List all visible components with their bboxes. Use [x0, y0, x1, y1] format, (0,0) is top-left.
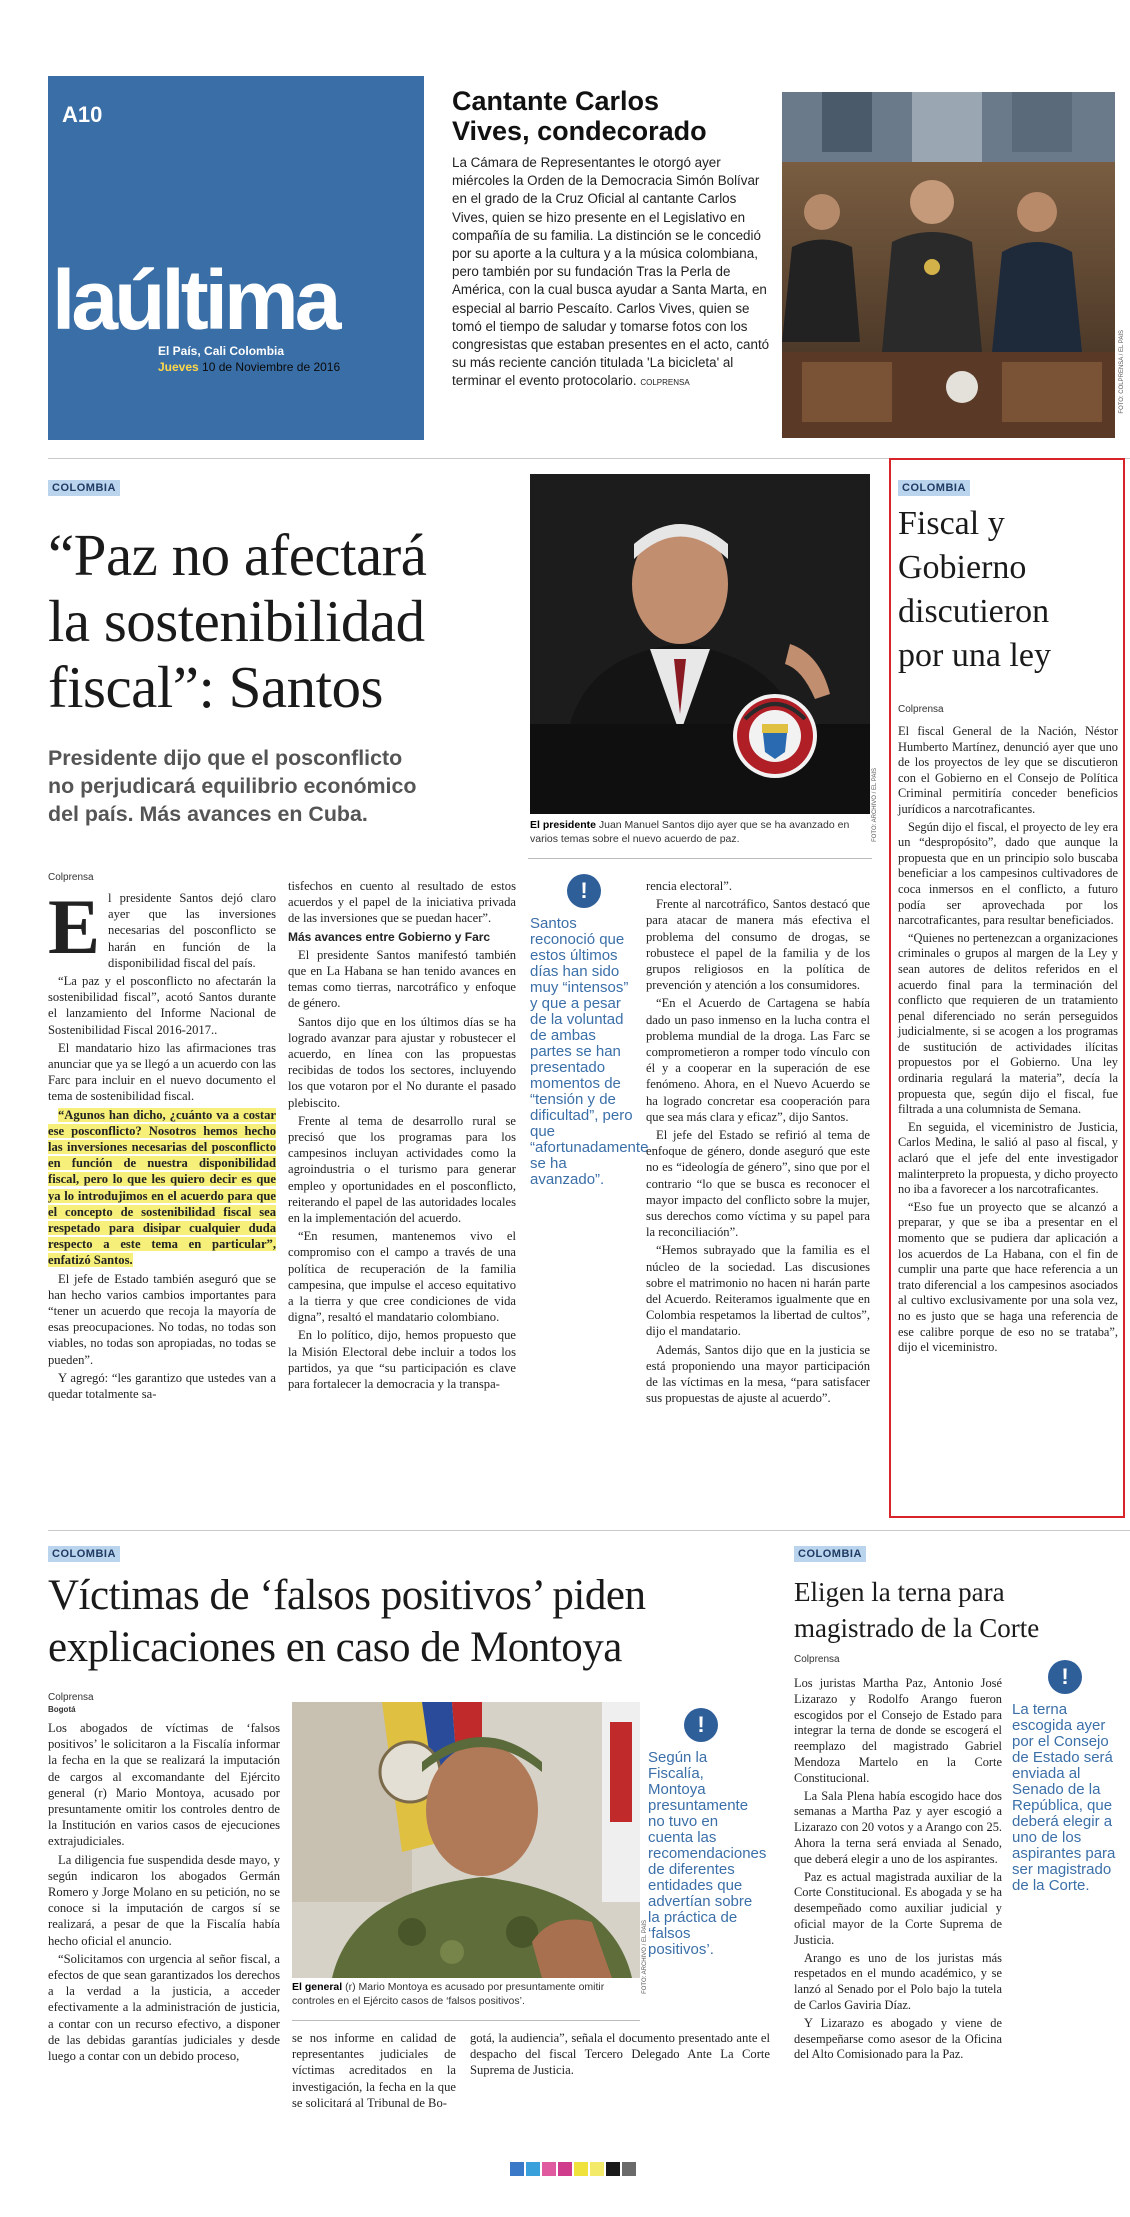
santos-kicker [48, 478, 120, 496]
montoya-caption-bold: El general [292, 1981, 343, 1993]
registration-color-bar [510, 2162, 636, 2176]
montoya-kicker [48, 1544, 120, 1562]
fiscal-p5: “Eso fue un proyecto que se alcanzó a preparar, y que se iba a presentar en el momento que se pudiera dar aplicación a los acuerdos de La Habana, con el fin de cumplir una parte que hace referencia a un trato diferencial a los campesinos asociados al cultivo exclusivamente por una sola vez, no es justo que se haga una referencia de ese calibre porque de eso no se trataba”, dijo el viceministro. [898, 1199, 1118, 1355]
terna-headline-line-1: Eligen la terna para [794, 1577, 1005, 1607]
registration-swatch [606, 2162, 620, 2176]
santos-col2-p1: tisfechos en cuento al resultado de estos acuerdos y el papel de la iniciativa privada de las inversiones que se puedan hacer”. [288, 879, 516, 926]
page-number: A10 [62, 102, 103, 127]
fiscal-p1: El fiscal General de la Nación, Néstor Humberto Martínez, denunció ayer que uno de los proyectos de ley que se discutieron con el Gobierno en el Consejo de Política Criminal permitiría conceder beneficios jurídicos a narcotraficantes. [898, 724, 1118, 816]
santos-col3-p4: El jefe del Estado se refirió al tema de enfoque de género, donde aseguró que este no es “ideología de género”, sino que por el contrario “lo que se busca es reconocer el mayor impacto del conflicto sobre la mujer, sus derechos como víctima y su papel para la reconciliación”. [646, 1128, 870, 1240]
santos-col1-p2: “La paz y el posconflicto no afectarán la sostenibilidad fiscal”, acotó Santos durante el lanzamiento del Informe Nacional de Sostenibilidad Fiscal 2016-2017.. [48, 974, 276, 1037]
fiscal-byline: Colprensa [898, 704, 944, 715]
santos-subhead: Más avances entre Gobierno y Farc [288, 929, 491, 944]
montoya-p4: se nos informe en calidad de representantes judiciales de víctimas acreditados en la investigación, la fecha en la que se solicitará al Tribunal de Bo- [292, 2031, 456, 2110]
terna-kicker [794, 1544, 866, 1562]
terna-byline: Colprensa [794, 1654, 840, 1665]
newspaper-name: El País, Cali Colombia [158, 344, 285, 358]
montoya-headline-line-1: Víctimas de ‘falsos positivos’ piden [48, 1572, 646, 1619]
terna-headline [794, 1574, 1124, 1646]
santos-highlighted-quote: “Agunos han dicho, ¿cuánto va a costar ese posconflicto? Nosotros hemos hecho las inversiones necesarias del posconflicto en función de nuestra disponibilidad fiscal, pero lo que les quiero decir es que ya lo introdujimos en el acuerdo para que el concepto de sostenibilidad fiscal sea respetado para disipar cualquier duda respecto a este tema en particular”, enfatizó Santos. [48, 1107, 276, 1268]
fiscal-body [898, 724, 1118, 1358]
santos-col2-p5: “En resumen, mantenemos vivo el compromiso con el campo a través de una política de recuperación de la familia campesina, que impulse el acceso equitativo a la tierra y que cree condiciones de vida digna”, resaltó el mandatario colombiano. [288, 1229, 516, 1325]
santos-col2-p2: El presidente Santos manifestó también que en La Habana se han tenido avances en temas como tierras, narcotráfico y enfoque de género. [288, 947, 516, 1011]
vives-headline-line-1: Cantante Carlos [452, 86, 660, 116]
montoya-p5: gotá, la audiencia”, señala el documento presentado ante el despacho del fiscal Tercero Delegado Ante La Corte Suprema de Justicia. [470, 2031, 770, 2078]
santos-deck-line-3: del país. Más avances en Cuba. [48, 802, 368, 826]
santos-caption-bold: El presidente [530, 819, 596, 831]
terna-kicker-label: COLOMBIA [794, 1546, 866, 1562]
santos-kicker-label: COLOMBIA [48, 480, 120, 496]
terna-p3: Paz es actual magistrada auxiliar de la Corte Constitucional. Es abogada y se ha desempeñado como auxiliar judicial y oficial mayor de la Corte Suprema de Justicia. [794, 1869, 1002, 1947]
vives-body-text: La Cámara de Representantes le otorgó ayer miércoles la Orden de la Democracia Simón Bolívar en el grado de la Cruz Oficial al cantante Carlos Vives, quien se hizo presente en el Legislativo en compañía de su familia. La distinción se le concedió por su aporte a la cultura y a la música colombiana, pero también por su fundación Tras la Perla de América, con la cual busca ayudar a Santa Marta, en especial al barrio Pescaíto. Carlos Vives, quien se tomó el tiempo de saludar y tomarse fotos con los congresistas que estaban presentes en el acto, cantó su más reciente canción titulada 'La bicicleta' al terminar el evento protocolario. [452, 155, 770, 389]
santos-photo-credit: FOTO: ARCHIVO / EL PAÍS [872, 768, 878, 842]
santos-byline: Colprensa [48, 872, 94, 883]
montoya-pullquote-text: Según la Fiscalía, Montoya presuntamente no tuvo en cuenta las recomendaciones de diferentes entidades que advertían sobre la práctica de ‘falsos positivos’. [648, 1749, 767, 1958]
santos-col-1 [48, 883, 276, 1404]
vives-body [452, 154, 772, 393]
santos-headline-line-1: “Paz no afectará [48, 522, 427, 588]
montoya-headline-line-2: explicaciones en caso de Montoya [48, 1624, 622, 1671]
registration-swatch [526, 2162, 540, 2176]
terna-pullquote-text: La terna escogida ayer por el Consejo de Estado será enviada al Senado de la República, que deberá elegir a uno de los aspirantes para ser magistrado de la Corte. [1012, 1701, 1116, 1894]
montoya-p2: La diligencia fue suspendida desde mayo, y según indicaron los abogados Germán Romero y Jorge Molano en su petición, no se conoce si la imputación de cargos sí se realizará, a pesar de que la Fiscalía había hecho oficial el anuncio. [48, 1852, 280, 1948]
santos-col1-p1: l presidente Santos dejó claro ayer que las inversiones necesarias del posconflicto se harán en función de la disponibilidad fiscal del país. [108, 891, 276, 970]
terna-p2: La Sala Plena había escogido hace dos semanas a Martha Paz y ayer escogió a Lizarazo con 20 votos y a Arango con 25. Ahora la terna será enviada al Senado, que deberá elegir a uno de los aspirantes. [794, 1788, 1002, 1866]
terna-body [794, 1676, 1002, 2065]
montoya-caption-text: (r) Mario Montoya es acusado por presuntamente omitir controles en el Ejército casos de ‘falsos positivos’. [292, 1981, 605, 2007]
section-logo-ultima: última [114, 253, 338, 347]
montoya-photo-credit: FOTO: ARCHIVO / EL PAÍS [642, 1920, 648, 1994]
exclamation-icon: ! [567, 874, 601, 908]
santos-deck-line-2: no perjudicará equilibrio económico [48, 774, 417, 798]
santos-col2-p6: En lo político, dijo, hemos propuesto que la Misión Electoral debe incluir a todos los partidos, ya que “su participación es clave para fortalecer la democracia y la transpa- [288, 1328, 516, 1392]
fiscal-p2: Según dijo el fiscal, el proyecto de ley era un “despropósito”, dado que aunque la propuesta que en un principio solo buscaba beneficiar a los campesinos cultivadores de coca inmersos en el conflicto, a futuro podía ser aprovechada por los narcotraficantes, para resultar beneficiados. [898, 819, 1118, 928]
santos-headline-line-3: fiscal”: Santos [48, 654, 383, 720]
montoya-caption-rule [292, 2020, 640, 2021]
montoya-pullquote [648, 1708, 767, 1958]
santos-dropcap: E [48, 883, 101, 970]
fiscal-headline-line-3: discutieron [898, 593, 1050, 630]
exclamation-icon: ! [1048, 1660, 1082, 1694]
santos-photo [530, 474, 870, 814]
santos-col3-p3: “En el Acuerdo de Cartagena se había dado un paso inmenso en la lucha contra el problema mundial de la droga. Las Farc se comprometieron a romper todo vínculo con él y a cooperar en la superación de ese fenómeno. Ahora, en el Nuevo Acuerdo se ha logrado concretar esa cooperación para que sea más clara y eficaz”, dijo Santos. [646, 996, 870, 1124]
santos-col3-p1: rencia electoral”. [646, 879, 732, 893]
montoya-p1: Los abogados de víctimas de ‘falsos positivos’ le solicitaron a la Fiscalía informar la fecha en la que se realizará la imputación de cargos al excomandante del Ejército general (r) Mario Montoya, acusado por presuntamente omitir los controles dentro de la Institución en varios casos de ejecuciones extrajudiciales. [48, 1721, 280, 1849]
santos-caption-rule [528, 858, 872, 859]
montoya-photo [292, 1702, 640, 1978]
montoya-headline [48, 1570, 788, 1674]
montoya-dateline: Bogotá [48, 1705, 76, 1714]
fiscal-p4: En seguida, el viceministro de Justicia, Carlos Medina, le salió al paso al fiscal, y aclaró que el jefe del ente investigador malinterpreto la propuesta, y dicho proyecto no iba a favorecer a los narcotraficantes. [898, 1119, 1118, 1197]
santos-pullquote [530, 874, 649, 1188]
montoya-photo-caption [292, 1980, 640, 2008]
santos-col2-p4: Frente al tema de desarrollo rural se precisó que los programas para los campesinos incluyan actividades como la agroindustria o el turismo para generar empleo y oportunidades en el posconflicto, reiterando el papel de las autoridades locales en la implementación del acuerdo. [288, 1113, 516, 1226]
registration-swatch [622, 2162, 636, 2176]
santos-col3-p2: Frente al narcotráfico, Santos destacó que para atacar de manera más efectiva el problema del consumo de drogas, se robustece el papel de la familia y de los grupos religiosos en la política de prevención y atención a los consumidores. [646, 897, 870, 993]
vives-agency: COLPRENSA [640, 378, 690, 388]
vives-headline-line-2: Vives, condecorado [452, 116, 707, 146]
terna-pullquote [1012, 1660, 1118, 1894]
santos-col1-p6: Y agregó: “les garantizo que ustedes van a quedar totalmente sa- [48, 1370, 276, 1402]
montoya-p3: “Solicitamos con urgencia al señor fiscal, a efectos de que sean garantizados los derechos a la verdad a la justicia, a acceder efectivamente a la administración de justicia, a contar con un recurso efectivo, a disponer de las debidas garantías judiciales y desde luego a contar con un debido proceso, [48, 1951, 280, 2064]
fiscal-kicker-label: COLOMBIA [898, 480, 970, 496]
registration-swatch [510, 2162, 524, 2176]
vives-article [452, 86, 772, 393]
montoya-col-1 [48, 1720, 280, 2066]
santos-headline-line-2: la sostenibilidad [48, 588, 425, 654]
montoya-kicker-label: COLOMBIA [48, 1546, 120, 1562]
montoya-col-3 [470, 2030, 770, 2081]
terna-p1: Los juristas Martha Paz, Antonio José Lizarazo y Rodolfo Arango fueron escogidos por el Consejo de Estado para integrar la terna de donde se escogerá el reemplazo del magistrado Gabriel Mendoza Martelo en la Corte Constitucional. [794, 1676, 1002, 1785]
terna-p4: Arango es uno de los juristas más respetados en el mundo académico, y se lanzó al Senado por el Polo bajo la tutela de Carlos Gaviria Díaz. [794, 1950, 1002, 2012]
santos-deck [48, 744, 518, 828]
fiscal-headline [898, 502, 1118, 678]
fiscal-p3: “Quienes no pertenezcan a organizaciones criminales o grupos al margen de la Ley y sean autores de delitos referidos en el acuerdo final para la terminación del conflicto que requieren de un tratamiento penal diferenciado no serán perseguidos judicialmente, si se acogen a los programas de sustitución de actividades ilícitas propuestos por el Gobierno. Una ley ordinaria regulará la materia”, decía la propuesta que, según dijo el fiscal, fue filtrada a una columnista de Semana. [898, 930, 1118, 1117]
santos-col1-p3: El mandatario hizo las afirmaciones tras anunciar que ya se llegó a un acuerdo con las Farc para incluir en el nuevo documento el tema de sostenibilidad fiscal. [48, 1040, 276, 1104]
montoya-col-2 [292, 2030, 456, 2113]
santos-col2-p3: Santos dijo que en los últimos días se ha logrado avanzar para ajustar y robustecer el acuerdo, en línea con las propuestas recibidas de todos los sectores, incluyendo los que votaron por el No durante el pasado plebiscito. [288, 1014, 516, 1110]
santos-col3-p6: Además, Santos dijo que en la justicia se está proponiendo una mayor participación de las víctimas en la mesa, “para satisfacer sus propuestas de ajuste al acuerdo”. [646, 1342, 870, 1406]
santos-caption-text: Juan Manuel Santos dijo ayer que se ha avanzado en varios temas sobre el nuevo acuerdo de paz. [530, 819, 850, 845]
terna-p5: Y Lizarazo es abogado y viene de desempeñarse como asesor de la Oficina del Alto Comisionado para la Paz. [794, 2015, 1002, 2062]
santos-headline [48, 522, 518, 720]
fiscal-headline-line-2: Gobierno [898, 549, 1027, 586]
santos-pullquote-text: Santos reconoció que estos últimos días han sido muy “intensos” y que a pesar de la voluntad de ambas partes se han presentado momentos de “tensión y de dificultad”, pero que “afortunadamente se ha avanzado”. [530, 915, 649, 1188]
fiscal-headline-line-1: Fiscal y [898, 505, 1005, 542]
fiscal-kicker [898, 478, 970, 496]
masthead [48, 76, 424, 440]
section-divider-2 [48, 1530, 1130, 1531]
terna-headline-line-2: magistrado de la Corte [794, 1613, 1040, 1643]
montoya-byline [48, 1692, 94, 1716]
santos-deck-line-1: Presidente dijo que el posconflicto [48, 746, 403, 770]
santos-col-2 [288, 878, 516, 1394]
registration-swatch [574, 2162, 588, 2176]
vives-photo [782, 92, 1115, 438]
issue-day: Jueves [158, 360, 199, 374]
section-logo-la: la [52, 253, 115, 347]
section-logo [52, 253, 338, 347]
issue-date-text: 10 de Noviembre de 2016 [202, 360, 341, 374]
vives-headline [452, 86, 772, 146]
registration-swatch [558, 2162, 572, 2176]
registration-swatch [542, 2162, 556, 2176]
montoya-byline-agency: Colprensa [48, 1692, 94, 1703]
fiscal-headline-line-4: por una ley [898, 637, 1051, 674]
santos-col1-p5: El jefe de Estado también aseguró que se han hecho varios cambios importantes para “tener un acuerdo que recoja la mayoría de esas preocupaciones. No todas, no todas son viables, no todas son apropiadas, no todas se pueden”. [48, 1271, 276, 1367]
vives-photo-credit: FOTO: COLPRENSA / EL PAÍS [1119, 330, 1125, 414]
registration-swatch [590, 2162, 604, 2176]
santos-photo-caption [530, 818, 870, 846]
santos-col-3 [646, 878, 870, 1409]
issue-date [158, 360, 340, 374]
exclamation-icon: ! [684, 1708, 718, 1742]
santos-col3-p5: “Hemos subrayado que la familia es el núcleo de la sociedad. Las discusiones sobre el matrimonio no hacen ni harán parte del Acuerdo. Reiteramos igualmente que en Colombia respetamos la libertad de cultos”, dijo el mandatario. [646, 1243, 870, 1339]
